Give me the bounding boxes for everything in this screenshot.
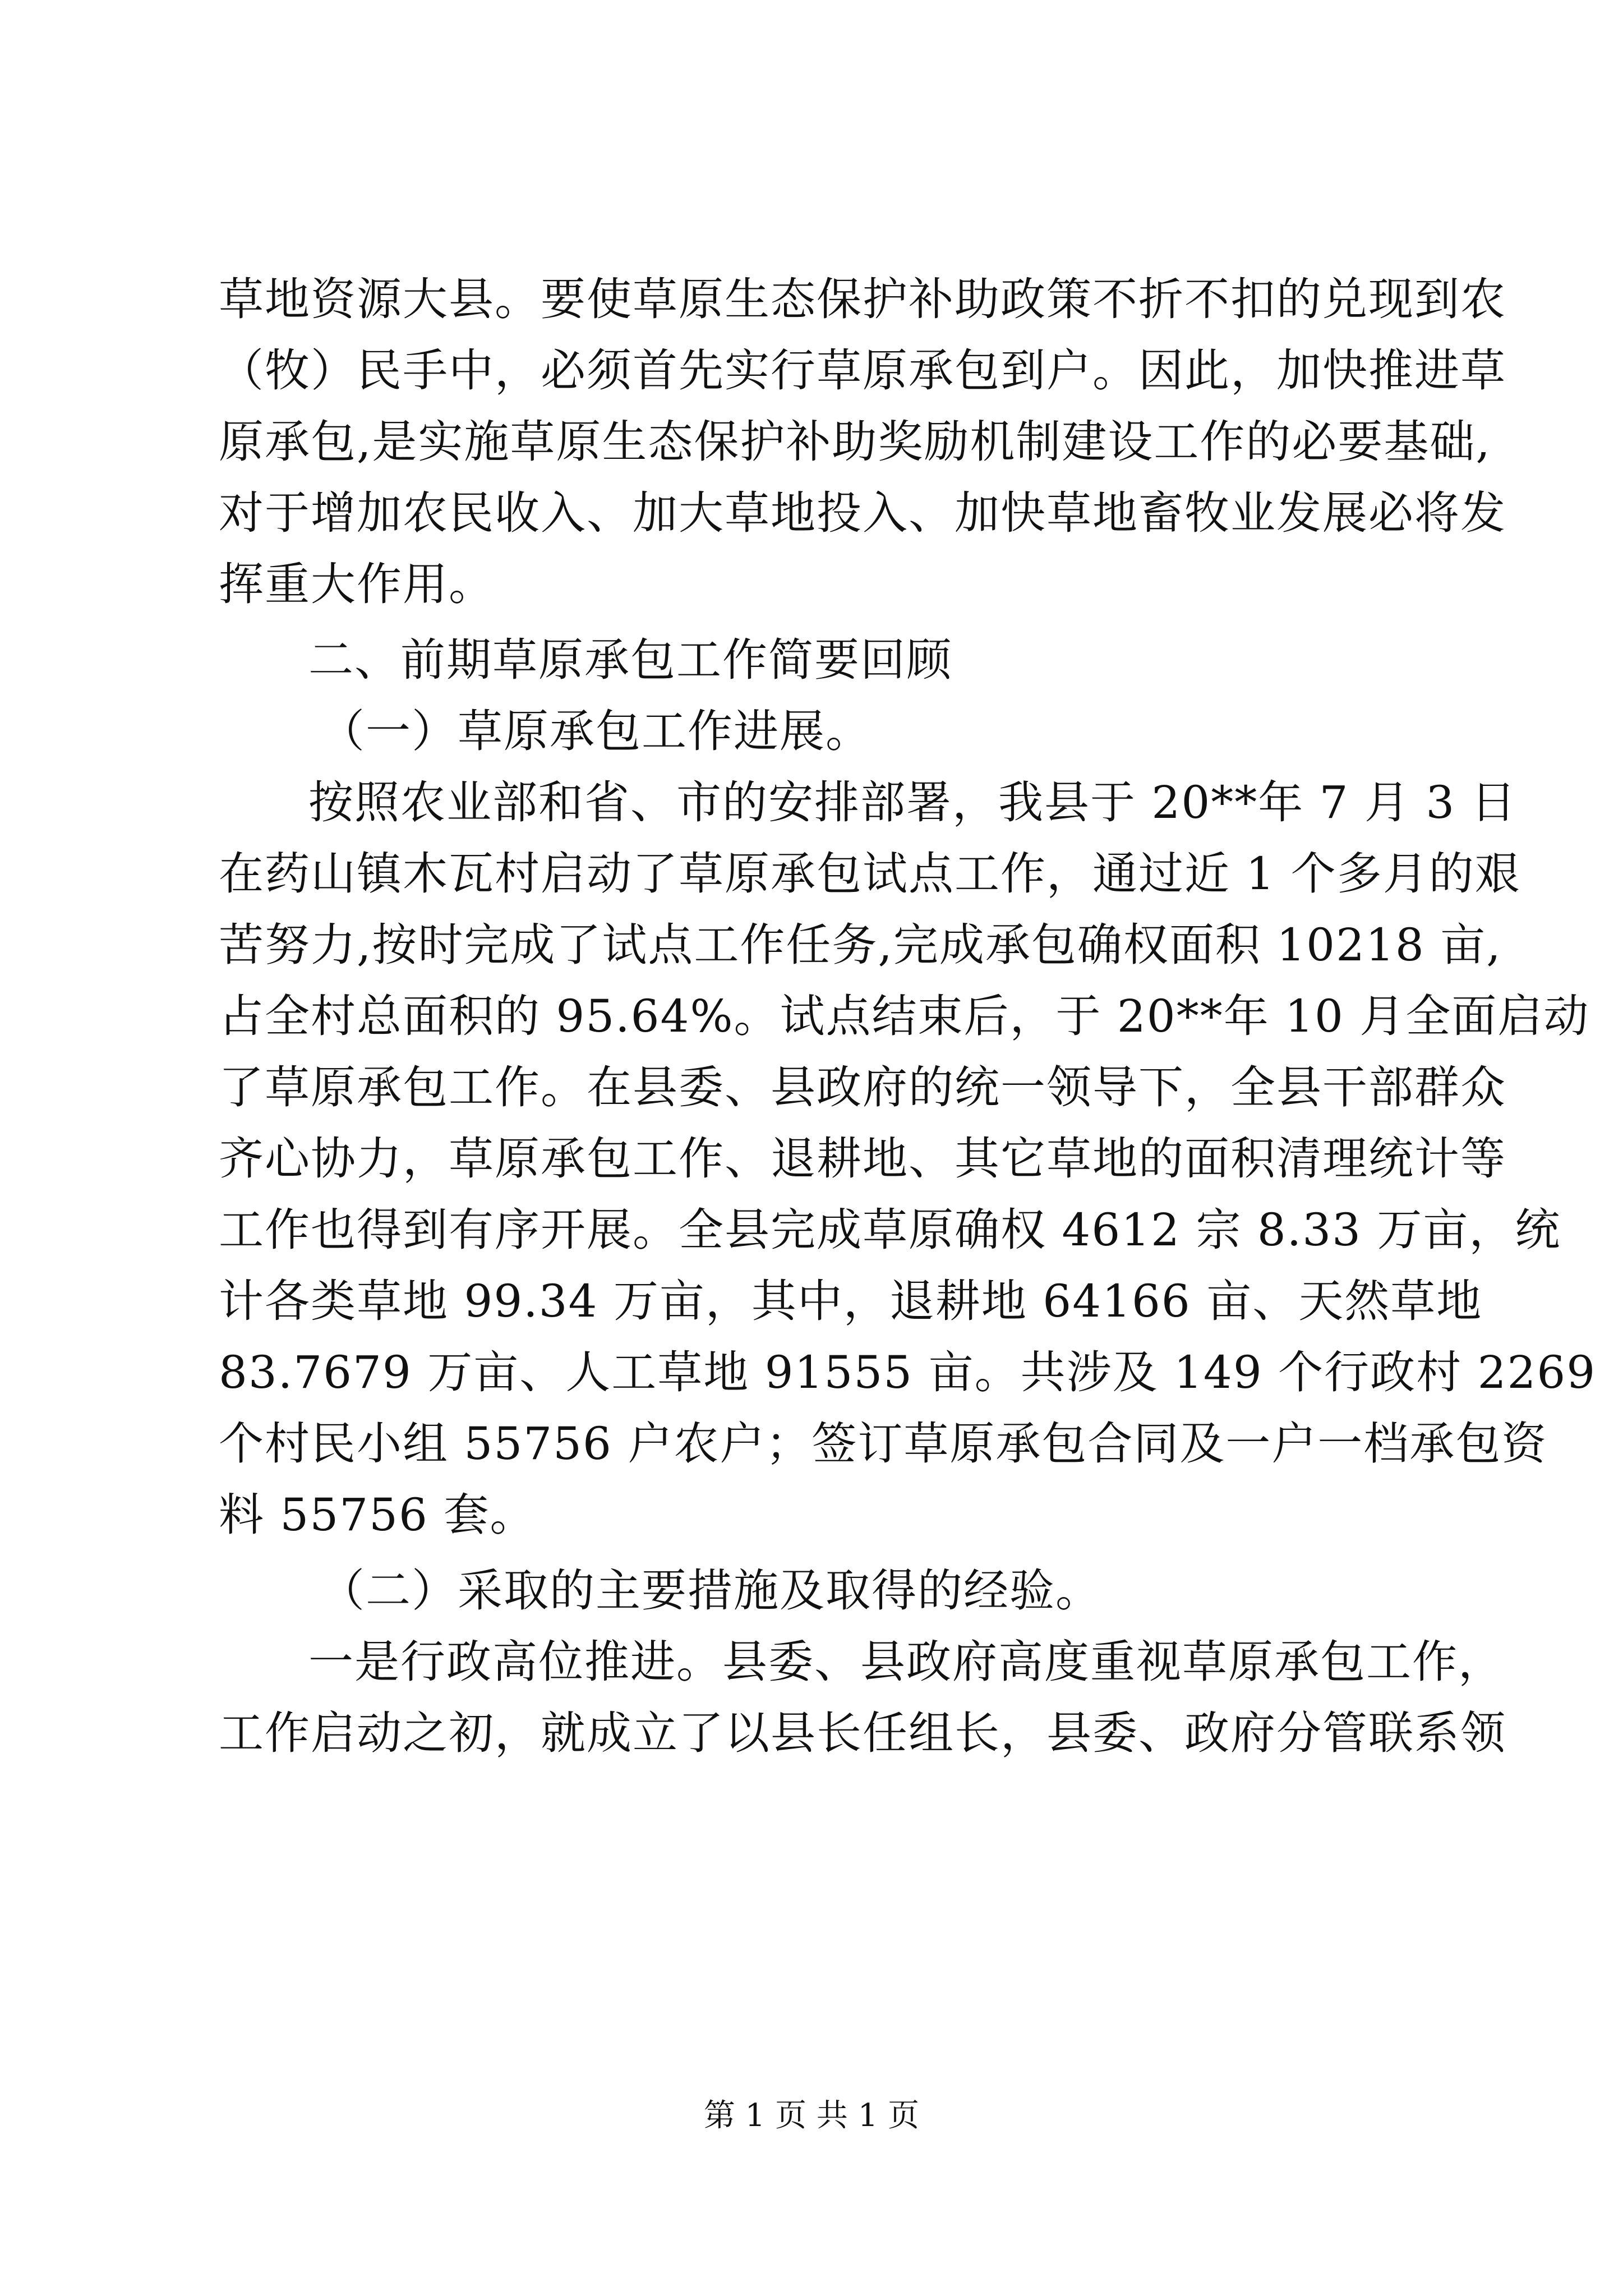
subsection-heading: （一）草原承包工作进展。 <box>320 705 872 757</box>
text-line: 工作启动之初，就成立了以县长任组长，县委、政府分管联系领 <box>219 1707 1506 1759</box>
text-line: 个村民小组 55756 户农户；签订草原承包合同及一户一档承包资 <box>219 1418 1548 1470</box>
text-line: 占全村总面积的 95.64%。试点结束后，于 20**年 10 月全面启动 <box>219 990 1590 1042</box>
text-line: 计各类草地 99.34 万亩，其中，退耕地 64166 亩、天然草地 <box>219 1275 1483 1327</box>
page-footer: 第 1 页 共 1 页 <box>703 2097 920 2134</box>
text-line: 齐心协力，草原承包工作、退耕地、其它草地的面积清理统计等 <box>219 1133 1506 1185</box>
text-line: 一是行政高位推进。县委、县政府高度重视草原承包工作， <box>308 1636 1504 1688</box>
text-line: 83.7679 万亩、人工草地 91555 亩。共涉及 149 个行政村 2269 <box>219 1346 1597 1398</box>
text-line: 在药山镇木瓦村启动了草原承包试点工作，通过近 1 个多月的艰 <box>219 848 1521 900</box>
text-line: 草地资源大县。要使草原生态保护补助政策不折不扣的兑现到农 <box>219 273 1506 325</box>
text-line: 按照农业部和省、市的安排部署，我县于 20**年 7 月 3 日 <box>308 776 1517 829</box>
text-line: 对于增加农民收入、加大草地投入、加快草地畜牧业发展必将发 <box>219 487 1506 539</box>
text-line: 挥重大作用。 <box>219 558 495 610</box>
text-line: 料 55756 套。 <box>219 1489 536 1541</box>
subsection-heading: （二）采取的主要措施及取得的经验。 <box>320 1565 1101 1617</box>
text-line: 苦努力,按时完成了试点工作任务,完成承包确权面积 10218 亩, <box>219 919 1502 971</box>
section-heading: 二、前期草原承包工作简要回顾 <box>308 634 952 686</box>
text-line: 工作也得到有序开展。全县完成草原确权 4612 宗 8.33 万亩，统 <box>219 1204 1561 1256</box>
text-line: 原承包,是实施草原生态保护补助奖励机制建设工作的必要基础, <box>219 416 1491 468</box>
text-line: （牧）民手中，必须首先实行草原承包到户。因此，加快推进草 <box>219 344 1506 397</box>
text-line: 了草原承包工作。在县委、县政府的统一领导下，全县干部群众 <box>219 1061 1506 1114</box>
body-text <box>219 264 1597 1769</box>
